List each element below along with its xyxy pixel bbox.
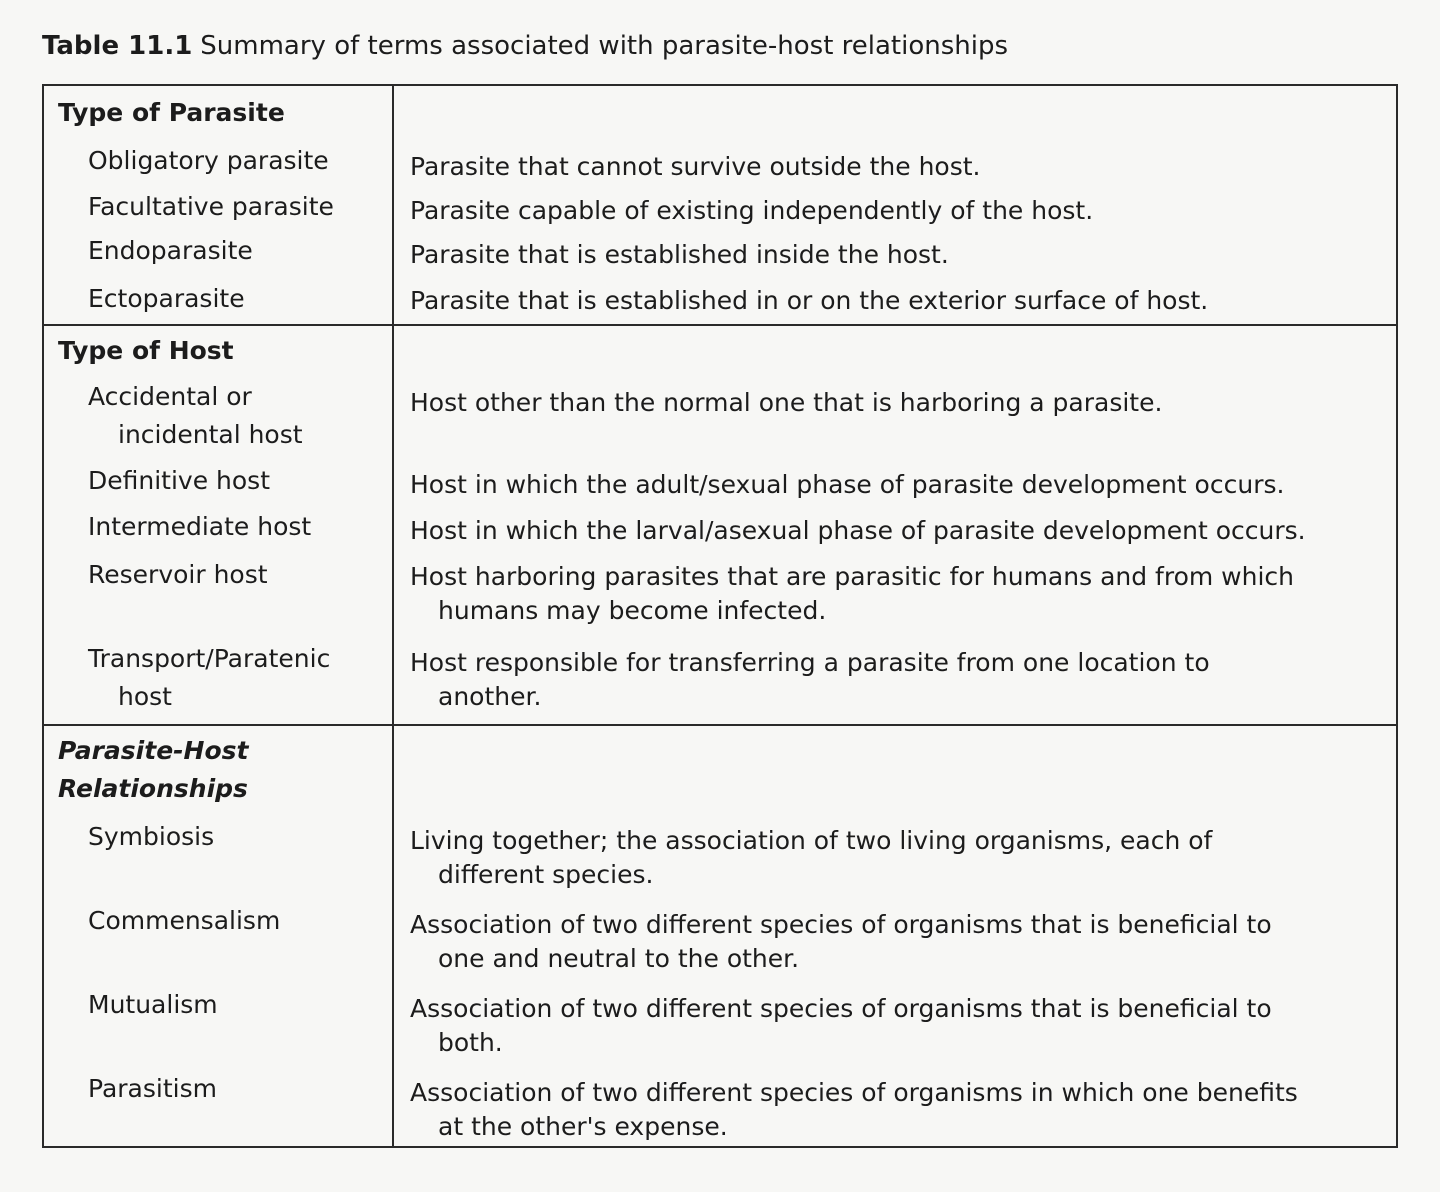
term-text: Facultative parasite [88, 192, 334, 221]
definition-text-continued: at the other's expense. [438, 1112, 728, 1141]
definition-text-continued: both. [438, 1028, 503, 1057]
definition-text: Parasite capable of existing independently of the host. [410, 196, 1094, 225]
term-text: Obligatory parasite [88, 146, 329, 175]
term-text: Mutualism [88, 990, 218, 1019]
definition-text-continued: different species. [438, 860, 654, 889]
definition-cell [410, 990, 1390, 1062]
definition-cell [410, 558, 1390, 630]
definition-cell [410, 236, 1390, 274]
definition-text: Association of two different species of organisms that is beneficial to [410, 910, 1272, 939]
section-type-of-parasite [44, 86, 1396, 324]
term-text: Symbiosis [88, 822, 215, 851]
definition-text: Host in which the larval/asexual phase of parasite development occurs. [410, 516, 1306, 545]
term-text: Intermediate host [88, 512, 312, 541]
term-text: Accidental or [88, 382, 252, 411]
term-text: Ectoparasite [88, 284, 245, 313]
definition-text: Association of two different species of organisms that is beneficial to [410, 994, 1272, 1023]
section-heading: Type of Parasite [58, 98, 285, 127]
section-heading [58, 732, 248, 808]
definition-text: Host responsible for transferring a parasite from one location to [410, 648, 1210, 677]
table-caption [42, 30, 1008, 62]
table-title: Summary of terms associated with parasite-host relationships [200, 31, 1009, 61]
definition-cell [410, 192, 1390, 230]
section-heading-line: Relationships [58, 774, 248, 803]
definition-cell [410, 282, 1390, 320]
term-text: Reservoir host [88, 560, 268, 589]
definition-cell [410, 466, 1390, 504]
definition-cell [410, 906, 1390, 978]
term-cell [88, 1070, 378, 1108]
term-text: Parasitism [88, 1074, 217, 1103]
section-heading-line: Parasite-Host [58, 736, 249, 765]
definition-text: Parasite that cannot survive outside the host. [410, 152, 981, 181]
definition-text-continued: one and neutral to the other. [438, 944, 800, 973]
definition-text: Association of two different species of organisms in which one benefits [410, 1078, 1298, 1107]
term-cell [88, 508, 378, 546]
term-cell [88, 188, 378, 226]
term-text: Commensalism [88, 906, 281, 935]
definition-text: Parasite that is established in or on the exterior surface of host. [410, 286, 1209, 315]
definition-cell [410, 1074, 1390, 1146]
definition-text-continued: another. [438, 682, 542, 711]
terms-table [42, 84, 1398, 1148]
term-cell [88, 902, 378, 940]
term-text: Endoparasite [88, 236, 253, 265]
term-cell [88, 640, 378, 716]
term-cell [88, 232, 378, 270]
section-heading: Type of Host [58, 336, 234, 365]
definition-cell [410, 822, 1390, 894]
definition-text: Host other than the normal one that is harboring a parasite. [410, 388, 1163, 417]
definition-cell [410, 148, 1390, 186]
definition-text: Host harboring parasites that are parasitic for humans and from which [410, 562, 1294, 591]
term-cell [88, 280, 378, 318]
definition-text: Host in which the adult/sexual phase of parasite development occurs. [410, 470, 1285, 499]
term-text-continued: host [118, 682, 172, 711]
table-number: Table 11.1 [42, 31, 193, 61]
term-text: Definitive host [88, 466, 271, 495]
definition-text: Parasite that is established inside the host. [410, 240, 949, 269]
term-cell [88, 378, 378, 454]
definition-text-continued: humans may become infected. [438, 596, 827, 625]
term-cell [88, 462, 378, 500]
definition-cell [410, 512, 1390, 550]
definition-cell [410, 384, 1390, 422]
definition-cell [410, 644, 1390, 716]
definition-text: Living together; the association of two living organisms, each of [410, 826, 1213, 855]
term-cell [88, 818, 378, 856]
term-text: Transport/Paratenic [88, 644, 331, 673]
section-type-of-host [44, 324, 1396, 726]
section-parasite-host-relationships [44, 724, 1396, 1148]
term-cell [88, 142, 378, 180]
term-text-continued: incidental host [118, 420, 303, 449]
term-cell [88, 556, 378, 594]
term-cell [88, 986, 378, 1024]
